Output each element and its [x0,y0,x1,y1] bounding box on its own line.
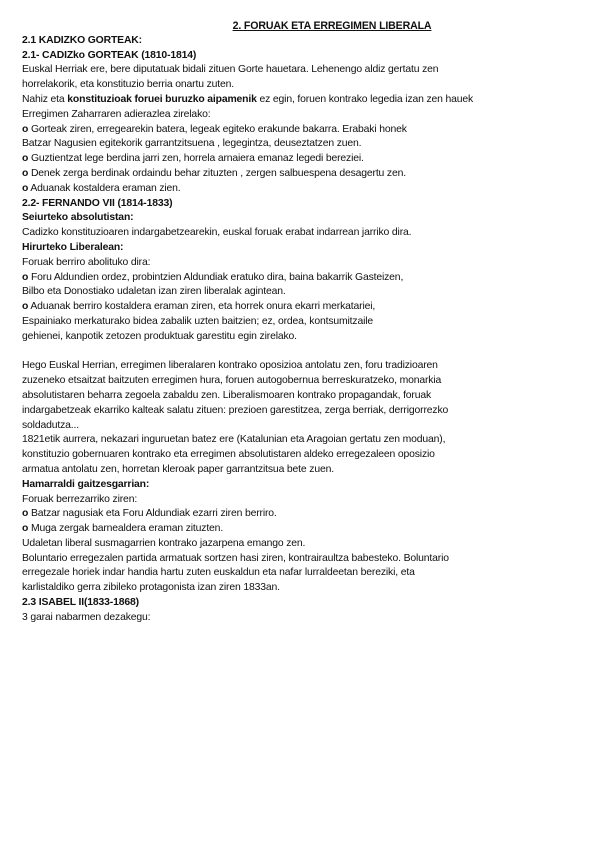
bullet-marker: o [22,182,29,194]
section-2-1-heading: 2.1 KADIZKO GORTEAK: [22,34,142,46]
bullet-text: Aduanak kostaldera eraman zien. [28,182,181,194]
bullet-continuation: Espainiako merkaturako bidea zabalik uzten baitzien; ez, ordea, kontsumitzaile [22,315,374,327]
paragraph-line: 1821etik aurrera, nekazari inguruetan batez ere (Katalunian eta Aragoian gertatu zen moduan), [22,434,446,446]
text-span: ez egin, foruen kontrako legedia izan zen hauek [256,93,474,105]
blank-line [22,345,582,360]
paragraph-line: 3 garai nabarmen dezakegu: [22,611,151,623]
paragraph-line: armatua antolatu zen, horretan kleroak paper garrantzitsua bete zuen. [22,463,334,475]
hamarraldi-heading: Hamarraldi gaitzesgarrian: [22,478,150,490]
bold-text-span: konstituzioak foruei buruzko aipamenik [67,93,257,105]
paragraph-line: Udaletan liberal susmagarrien kontrako jazarpena emango zen. [22,537,306,549]
text-span: Nahiz eta [22,93,68,105]
bullet-text: Batzar nagusiak eta Foru Aldundiak ezarri ziren berriro. [28,508,277,520]
bullet-item [22,182,582,197]
document-page [22,19,582,626]
section-2-3-heading: 2.3 ISABEL II(1833-1868) [22,597,139,609]
bullet-text: Denek zerga berdinak ordaindu behar zituzten , zergen salbuespena desagertu zen. [28,167,406,179]
paragraph-line: erregezale horiek indar handia hartu zuten euskaldun eta nafar lurraldeetan bereziki, eta [22,567,415,579]
bullet-text: Foru Aldundien ordez, probintzien Aldundiak eratuko dira, baina bakarrik Gasteizen, [28,271,404,283]
paragraph-line: konstituzio gobernuaren kontrako eta erregimen absolutistaren aldeko erregezaleen oposizio [22,449,435,461]
bullet-marker: o [22,123,29,135]
paragraph-line: Foruak berrezarriko ziren: [22,493,138,505]
paragraph-line: Euskal Herriak ere, bere diputatuak bidali zituen Gorte hauetara. Lehenengo aldiz gertatu zen [22,64,439,76]
bullet-continuation: gehienei, kanpotik zetozen produktuak garestitu egin zirelako. [22,330,297,342]
hirurteko-heading: Hirurteko Liberalean: [22,241,124,253]
bullet-item [22,522,582,537]
bullet-item [22,271,582,286]
bullet-item [22,507,582,522]
bullet-continuation: Bilbo eta Donostiako udaletan izan ziren liberalak agintean. [22,286,286,298]
paragraph-line: soldadutza... [22,419,79,431]
paragraph-line: Hego Euskal Herrian, erregimen liberalaren kontrako oposizioa antolatu zen, foru tradizioaren [22,360,438,372]
paragraph-line [22,93,582,108]
bullet-text: Gorteak ziren, erregearekin batera, legeak egiteko erakunde bakarra. Erabaki honek [28,123,407,135]
bullet-item [22,152,582,167]
bullet-marker: o [22,167,29,179]
bullet-marker: o [22,153,29,165]
paragraph-line: horrelakorik, eta konstituzio berria onartu zuten. [22,79,234,91]
section-2-2-heading: 2.2- FERNANDO VII (1814-1833) [22,197,173,209]
bullet-marker: o [22,523,29,535]
section-2-1-cadiz-heading: 2.1- CADIZko GORTEAK (1810-1814) [22,49,197,61]
document-title: 2. FORUAK ETA ERREGIMEN LIBERALA [232,20,432,32]
seiurteko-heading: Seiurteko absolutistan: [22,212,134,224]
bullet-item [22,167,582,182]
paragraph-line: Cadizko konstituzioaren indargabetzearekin, euskal foruak erabat indarrean jarriko dira. [22,227,412,239]
bullet-item [22,123,582,138]
bullet-item [22,300,582,315]
paragraph-line: Foruak berriro abolituko dira: [22,256,151,268]
bullet-text: Guztientzat lege berdina jarri zen, horrela arnaiera emanaz legedi bereziei. [28,153,364,165]
paragraph-line: karlistaldiko gerra zibileko protagonista izan ziren 1833an. [22,582,280,594]
paragraph-line: absolutistaren beharra zegoela zabaldu zen. Liberalismoaren kontrako propagandak, foruak [22,389,432,401]
bullet-text: Aduanak berriro kostaldera eraman ziren, eta horrek onura ekarri merkatariei, [28,301,376,313]
paragraph-line: zuzeneko etsaitzat baitzuten erregimen hura, foruen autogobernua berreskuratzeko, monarkia [22,375,442,387]
paragraph-line: Boluntario erregezalen partida armatuak sortzen hasi ziren, kontrairaultza babesteko. Boluntario [22,552,449,564]
bullet-text: Muga zergak barnealdera eraman zituzten. [28,523,224,535]
bullet-marker: o [22,508,29,520]
paragraph-line: indargabetzeak ekarriko kalteak salatu zituen: prezioen garestitzea, zerga berriak, derrigorrezko [22,404,449,416]
bullet-marker: o [22,301,29,313]
bullet-marker: o [22,271,29,283]
bullet-continuation: Batzar Nagusien egitekorik garrantzitsuena , legegintza, deuseztatzen zuen. [22,138,362,150]
paragraph-line: Erregimen Zaharraren adierazlea zirelako: [22,108,211,120]
